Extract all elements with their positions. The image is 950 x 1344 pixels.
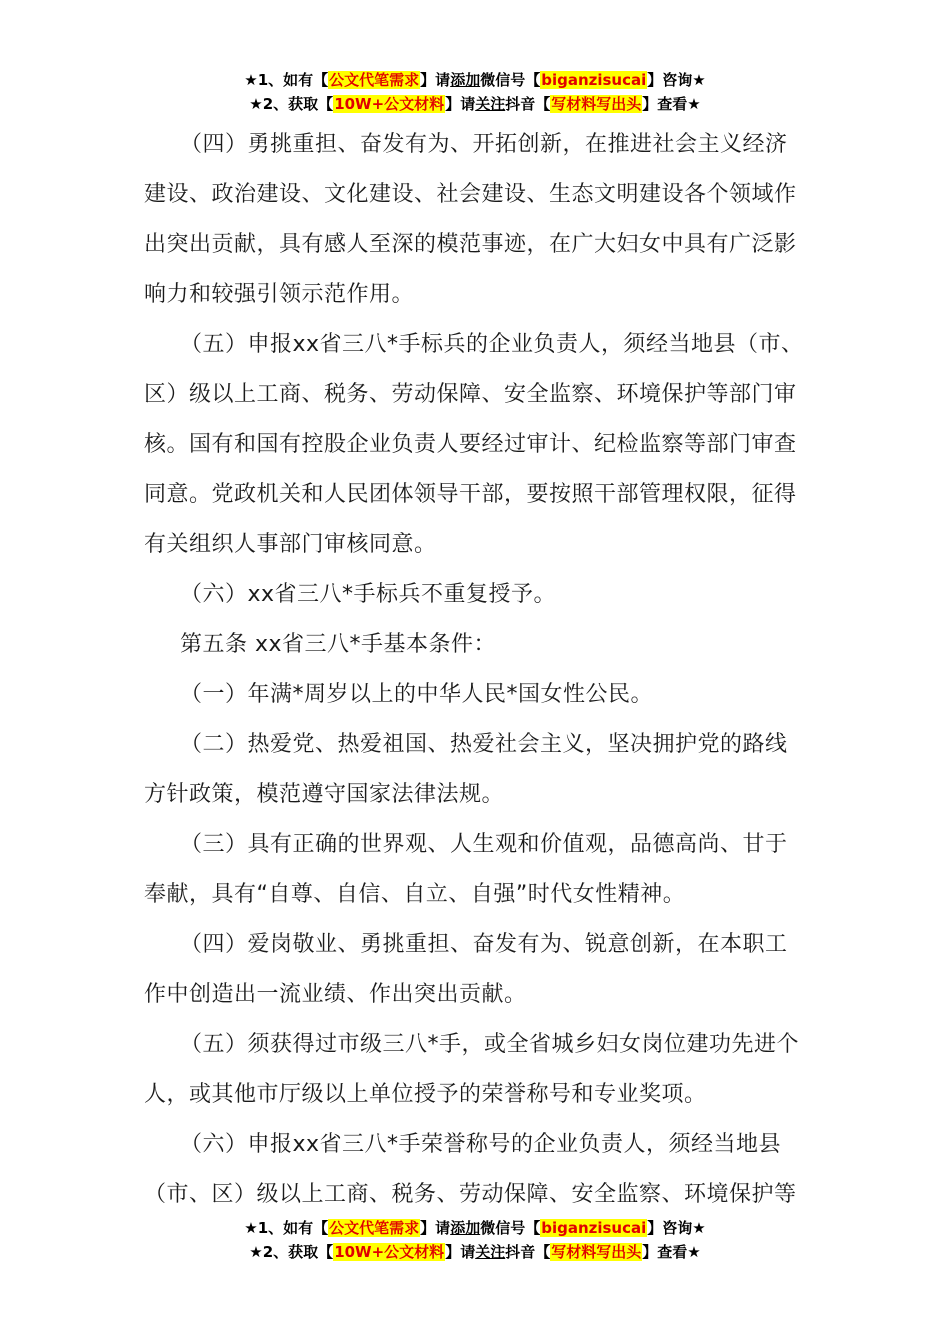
banner-highlight: 写材料写出头 — [551, 95, 642, 113]
banner-text: 】咨询★ — [647, 1219, 706, 1237]
banner-highlight: 写材料写出头 — [551, 1243, 642, 1261]
paragraph: （二）热爱党、热爱祖国、热爱社会主义，坚决拥护党的路线方针政策，模范遵守国家法律法规。 — [144, 732, 788, 807]
banner-line-1 — [0, 68, 950, 92]
paragraph: （六）申报xx省三八*手荣誉称号的企业负责人，须经当地县（市、区）级以上工商、税务、劳动保障、安全监察、环境保护等 — [144, 1132, 797, 1207]
banner-highlight: biganzisucai — [541, 71, 647, 89]
banner-text: 】查看★ — [642, 95, 701, 113]
banner-line-2 — [0, 1240, 950, 1264]
paragraph: （四）爱岗敬业、勇挑重担、奋发有为、锐意创新，在本职工作中创造出一流业绩、作出突出贡献。 — [144, 932, 788, 1007]
banner-text: 抖音【 — [505, 1243, 551, 1261]
banner-text: 】请 — [445, 95, 476, 113]
paragraph: （四）勇挑重担、奋发有为、开拓创新，在推进社会主义经济建设、政治建设、文化建设、社会建设、生态文明建设各个领域作出突出贡献，具有感人至深的模范事迹，在广大妇女中具有广泛影响力和较强引领示范作用。 — [144, 132, 797, 307]
banner-text: 抖音【 — [505, 95, 551, 113]
header-banner — [0, 68, 950, 116]
paragraph: （五）申报xx省三八*手标兵的企业负责人，须经当地县（市、区）级以上工商、税务、劳动保障、安全监察、环境保护等部门审核。国有和国有控股企业负责人要经过审计、纪检监察等部门审查同意。党政机关和人民团体领导干部，要按照干部管理权限，征得有关组织人事部门审核同意。 — [144, 332, 804, 557]
document-body — [144, 120, 806, 1220]
banner-line-2 — [0, 92, 950, 116]
banner-underlined: 关注 — [475, 95, 506, 113]
banner-text: 】查看★ — [642, 1243, 701, 1261]
banner-line-1 — [0, 1216, 950, 1240]
banner-highlight: biganzisucai — [541, 1219, 647, 1237]
banner-highlight: 公文代笔需求 — [329, 71, 420, 89]
paragraph: （五）须获得过市级三八*手，或全省城乡妇女岗位建功先进个人，或其他市厅级以上单位授予的荣誉称号和专业奖项。 — [144, 1032, 800, 1107]
banner-underlined: 添加 — [450, 1219, 481, 1237]
banner-text: 微信号【 — [480, 1219, 541, 1237]
paragraph: 第五条 xx省三八*手基本条件： — [180, 632, 497, 657]
footer-banner — [0, 1216, 950, 1264]
paragraph: （一）年满*周岁以上的中华人民*国女性公民。 — [180, 682, 654, 707]
banner-text: 】请 — [420, 1219, 451, 1237]
paragraph: （六）xx省三八*手标兵不重复授予。 — [180, 582, 557, 607]
banner-underlined: 添加 — [450, 71, 481, 89]
banner-text: 微信号【 — [480, 71, 541, 89]
banner-highlight: 公文代笔需求 — [329, 1219, 420, 1237]
banner-text: ★2、获取【 — [249, 1243, 334, 1261]
banner-text: ★1、如有【 — [244, 1219, 329, 1237]
banner-text: ★2、获取【 — [249, 95, 334, 113]
banner-highlight: 10W+公文材料 — [334, 1243, 445, 1261]
banner-underlined: 关注 — [475, 1243, 506, 1261]
banner-text: ★1、如有【 — [244, 71, 329, 89]
paragraph: （三）具有正确的世界观、人生观和价值观，品德高尚、甘于奉献，具有“自尊、自信、自立、自强”时代女性精神。 — [144, 832, 788, 907]
banner-text: 】请 — [445, 1243, 476, 1261]
banner-text: 】请 — [420, 71, 451, 89]
banner-text: 】咨询★ — [647, 71, 706, 89]
banner-highlight: 10W+公文材料 — [334, 95, 445, 113]
